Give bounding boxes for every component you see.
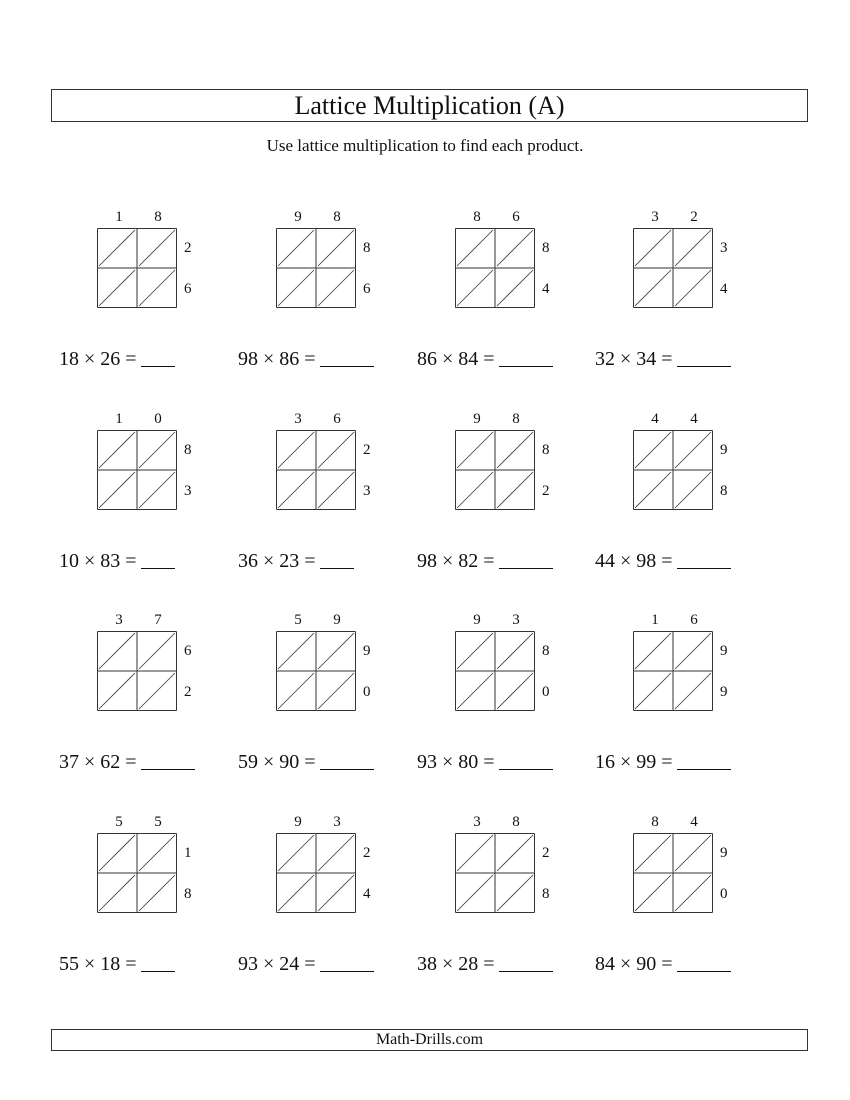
lattice-grid — [276, 430, 356, 510]
lattice-grid — [97, 833, 177, 913]
equation-text: 86 × 84 = — [417, 348, 495, 370]
diagonal-line — [457, 432, 493, 468]
equation-text: 10 × 83 = — [59, 550, 137, 572]
answer-blank[interactable] — [320, 348, 374, 367]
top-digit: 1 — [651, 612, 659, 628]
side-digit: 6 — [184, 281, 192, 297]
equation — [59, 549, 175, 573]
top-digit: 3 — [651, 209, 659, 225]
side-digit: 3 — [363, 483, 371, 499]
diagonal-line — [457, 835, 493, 871]
side-digit: 4 — [542, 281, 550, 297]
diagonal-line — [99, 472, 135, 508]
side-digit: 9 — [363, 643, 371, 659]
diagonal-line — [139, 875, 175, 911]
problem-14 — [238, 814, 446, 1005]
problem-11 — [417, 612, 625, 803]
equation-text: 32 × 34 = — [595, 348, 673, 370]
diagonal-line — [318, 633, 354, 669]
diagonal-line — [99, 633, 135, 669]
side-digit: 8 — [542, 442, 550, 458]
answer-blank[interactable] — [677, 550, 731, 569]
diagonal-line — [139, 835, 175, 871]
lattice-grid — [633, 833, 713, 913]
diagonal-line — [675, 230, 711, 266]
side-digit: 8 — [184, 886, 192, 902]
lattice-grid — [455, 430, 535, 510]
lattice-grid — [633, 430, 713, 510]
side-digit: 2 — [184, 240, 192, 256]
top-digit: 8 — [512, 411, 520, 427]
diagonal-line — [318, 230, 354, 266]
diagonal-line — [278, 633, 314, 669]
top-digit: 7 — [154, 612, 162, 628]
top-digit: 5 — [294, 612, 302, 628]
top-digit: 3 — [473, 814, 481, 830]
equation-text: 37 × 62 = — [59, 751, 137, 773]
problem-8 — [595, 411, 803, 602]
side-digit: 2 — [184, 684, 192, 700]
equation — [417, 750, 553, 774]
problem-2 — [238, 209, 446, 400]
diagonal-line — [139, 270, 175, 306]
top-digit: 6 — [512, 209, 520, 225]
problem-7 — [417, 411, 625, 602]
diagonal-line — [675, 633, 711, 669]
diagonal-line — [139, 472, 175, 508]
diagonal-line — [457, 230, 493, 266]
equation — [417, 347, 553, 371]
diagonal-line — [278, 270, 314, 306]
top-digit: 3 — [512, 612, 520, 628]
diagonal-line — [99, 432, 135, 468]
problem-16 — [595, 814, 803, 1005]
top-digit: 1 — [115, 411, 123, 427]
diagonal-line — [635, 633, 671, 669]
diagonal-line — [318, 835, 354, 871]
top-digit: 2 — [690, 209, 698, 225]
equation-text: 55 × 18 = — [59, 953, 137, 975]
equation — [417, 549, 553, 573]
side-digit: 2 — [363, 442, 371, 458]
diagonal-line — [635, 270, 671, 306]
problem-9 — [59, 612, 267, 803]
side-digit: 8 — [542, 886, 550, 902]
diagonal-line — [457, 633, 493, 669]
top-digit: 9 — [294, 209, 302, 225]
side-digit: 8 — [363, 240, 371, 256]
diagonal-line — [99, 835, 135, 871]
top-digit: 8 — [154, 209, 162, 225]
problem-10 — [238, 612, 446, 803]
equation — [595, 750, 731, 774]
problem-6 — [238, 411, 446, 602]
answer-blank[interactable] — [141, 348, 175, 367]
diagonal-line — [318, 875, 354, 911]
side-digit: 2 — [542, 483, 550, 499]
diagonal-line — [99, 270, 135, 306]
equation-text: 98 × 86 = — [238, 348, 316, 370]
top-digit: 6 — [333, 411, 341, 427]
diagonal-line — [497, 673, 533, 709]
diagonal-line — [318, 270, 354, 306]
equation-text: 93 × 24 = — [238, 953, 316, 975]
answer-blank[interactable] — [141, 751, 195, 770]
side-digit: 1 — [184, 845, 192, 861]
diagonal-line — [278, 673, 314, 709]
problem-1 — [59, 209, 267, 400]
side-digit: 6 — [184, 643, 192, 659]
diagonal-line — [457, 875, 493, 911]
top-digit: 9 — [473, 411, 481, 427]
equation-text: 93 × 80 = — [417, 751, 495, 773]
problem-15 — [417, 814, 625, 1005]
side-digit: 9 — [720, 442, 728, 458]
side-digit: 9 — [720, 643, 728, 659]
diagonal-line — [457, 472, 493, 508]
answer-blank[interactable] — [320, 953, 374, 972]
answer-blank[interactable] — [499, 550, 553, 569]
lattice-grid — [276, 833, 356, 913]
diagonal-line — [278, 875, 314, 911]
top-digit: 8 — [651, 814, 659, 830]
lattice-grid — [97, 430, 177, 510]
diagonal-line — [675, 472, 711, 508]
equation-text: 36 × 23 = — [238, 550, 316, 572]
diagonal-line — [457, 270, 493, 306]
diagonal-line — [318, 673, 354, 709]
diagonal-line — [497, 230, 533, 266]
diagonal-line — [635, 472, 671, 508]
diagonal-line — [675, 875, 711, 911]
footer: Math-Drills.com — [51, 1029, 808, 1051]
diagonal-line — [139, 633, 175, 669]
diagonal-line — [635, 432, 671, 468]
side-digit: 6 — [363, 281, 371, 297]
diagonal-line — [318, 472, 354, 508]
lattice-grid — [97, 228, 177, 308]
equation-text: 84 × 90 = — [595, 953, 673, 975]
side-digit: 2 — [363, 845, 371, 861]
side-digit: 0 — [720, 886, 728, 902]
lattice-grid — [97, 631, 177, 711]
diagonal-line — [99, 673, 135, 709]
diagonal-line — [497, 472, 533, 508]
equation-text: 59 × 90 = — [238, 751, 316, 773]
diagonal-line — [497, 633, 533, 669]
top-digit: 0 — [154, 411, 162, 427]
top-digit: 6 — [690, 612, 698, 628]
problem-12 — [595, 612, 803, 803]
side-digit: 0 — [542, 684, 550, 700]
lattice-grid — [276, 228, 356, 308]
diagonal-line — [457, 673, 493, 709]
answer-blank[interactable] — [499, 751, 553, 770]
diagonal-line — [278, 230, 314, 266]
diagonal-line — [635, 875, 671, 911]
diagonal-line — [99, 230, 135, 266]
top-digit: 9 — [333, 612, 341, 628]
top-digit: 9 — [473, 612, 481, 628]
diagonal-line — [675, 673, 711, 709]
top-digit: 3 — [115, 612, 123, 628]
diagonal-line — [635, 673, 671, 709]
side-digit: 0 — [363, 684, 371, 700]
diagonal-line — [675, 270, 711, 306]
answer-blank[interactable] — [141, 550, 175, 569]
top-digit: 4 — [690, 411, 698, 427]
top-digit: 3 — [294, 411, 302, 427]
lattice-grid — [455, 228, 535, 308]
equation — [59, 750, 195, 774]
equation — [595, 347, 731, 371]
answer-blank[interactable] — [677, 348, 731, 367]
diagonal-line — [278, 472, 314, 508]
equation-text: 16 × 99 = — [595, 751, 673, 773]
problem-3 — [417, 209, 625, 400]
diagonal-line — [497, 432, 533, 468]
answer-blank[interactable] — [499, 953, 553, 972]
side-digit: 3 — [184, 483, 192, 499]
diagonal-line — [497, 835, 533, 871]
top-digit: 1 — [115, 209, 123, 225]
problem-5 — [59, 411, 267, 602]
diagonal-line — [139, 230, 175, 266]
diagonal-line — [139, 432, 175, 468]
diagonal-line — [635, 230, 671, 266]
diagonal-line — [278, 835, 314, 871]
diagonal-line — [635, 835, 671, 871]
lattice-grid — [455, 631, 535, 711]
equation — [238, 549, 354, 573]
top-digit: 4 — [651, 411, 659, 427]
diagonal-line — [497, 875, 533, 911]
equation — [595, 952, 731, 976]
top-digit: 8 — [473, 209, 481, 225]
equation — [238, 952, 374, 976]
page-title: Lattice Multiplication (A) — [51, 89, 808, 122]
side-digit: 8 — [542, 240, 550, 256]
diagonal-line — [99, 875, 135, 911]
diagonal-line — [675, 835, 711, 871]
answer-blank[interactable] — [141, 953, 175, 972]
answer-blank[interactable] — [320, 550, 354, 569]
answer-blank[interactable] — [677, 751, 731, 770]
equation — [417, 952, 553, 976]
side-digit: 8 — [184, 442, 192, 458]
side-digit: 4 — [720, 281, 728, 297]
problem-13 — [59, 814, 267, 1005]
side-digit: 3 — [720, 240, 728, 256]
instructions: Use lattice multiplication to find each product. — [266, 136, 584, 155]
equation — [595, 549, 731, 573]
lattice-grid — [633, 631, 713, 711]
lattice-grid — [455, 833, 535, 913]
answer-blank[interactable] — [320, 751, 374, 770]
equation — [238, 750, 374, 774]
top-digit: 8 — [512, 814, 520, 830]
side-digit: 9 — [720, 845, 728, 861]
lattice-grid — [276, 631, 356, 711]
diagonal-line — [139, 673, 175, 709]
top-digit: 5 — [115, 814, 123, 830]
side-digit: 4 — [363, 886, 371, 902]
diagonal-line — [278, 432, 314, 468]
equation-text: 44 × 98 = — [595, 550, 673, 572]
side-digit: 8 — [542, 643, 550, 659]
side-digit: 2 — [542, 845, 550, 861]
diagonal-line — [497, 270, 533, 306]
side-digit: 9 — [720, 684, 728, 700]
equation-text: 18 × 26 = — [59, 348, 137, 370]
answer-blank[interactable] — [499, 348, 553, 367]
equation — [59, 952, 175, 976]
equation — [238, 347, 374, 371]
diagonal-line — [318, 432, 354, 468]
side-digit: 8 — [720, 483, 728, 499]
top-digit: 8 — [333, 209, 341, 225]
top-digit: 5 — [154, 814, 162, 830]
top-digit: 9 — [294, 814, 302, 830]
diagonal-line — [675, 432, 711, 468]
equation — [59, 347, 175, 371]
equation-text: 38 × 28 = — [417, 953, 495, 975]
equation-text: 98 × 82 = — [417, 550, 495, 572]
top-digit: 4 — [690, 814, 698, 830]
lattice-grid — [633, 228, 713, 308]
top-digit: 3 — [333, 814, 341, 830]
answer-blank[interactable] — [677, 953, 731, 972]
problem-4 — [595, 209, 803, 400]
